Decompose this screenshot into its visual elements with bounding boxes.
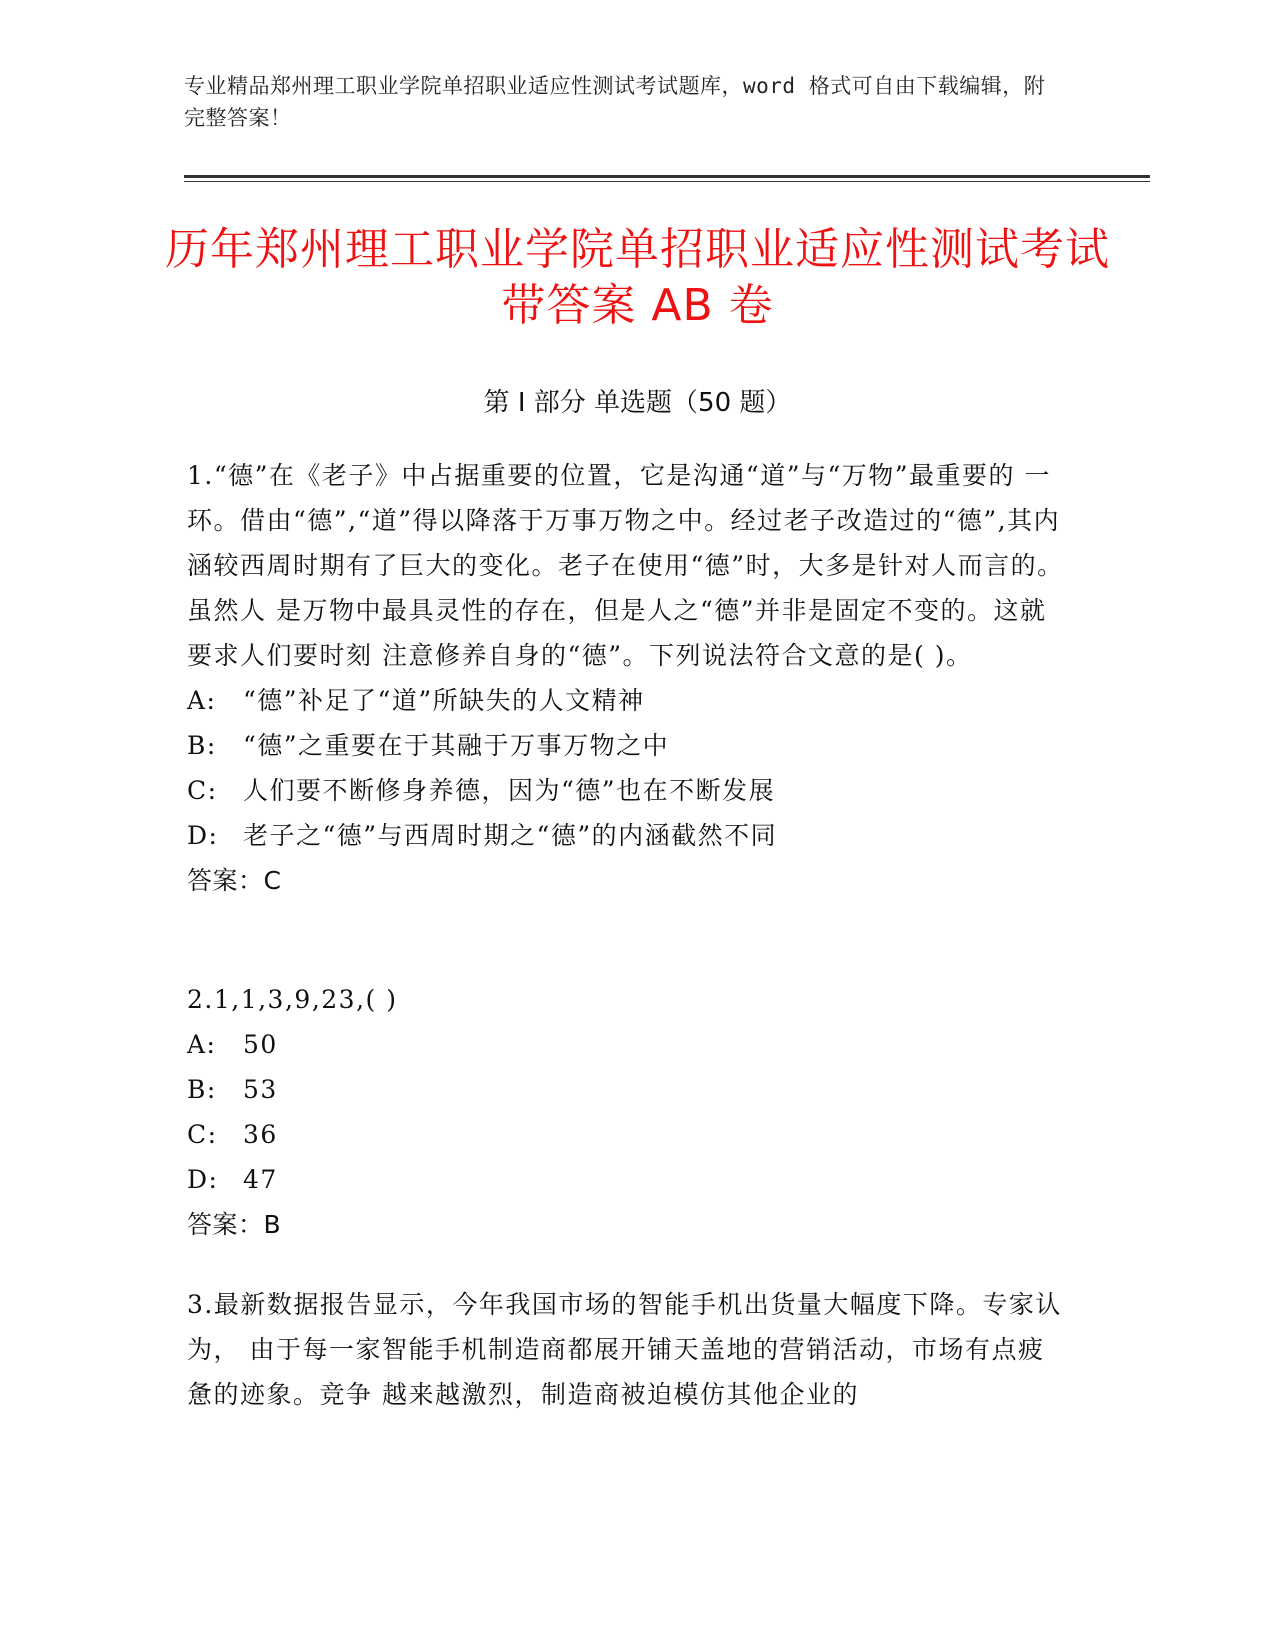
option-text: 老子之“德”与西周时期之“德”的内涵截然不同 bbox=[243, 821, 778, 850]
option-a bbox=[187, 678, 1067, 723]
option-key: C: bbox=[187, 1120, 218, 1149]
option-d bbox=[187, 813, 1067, 858]
option-key: A: bbox=[187, 1030, 217, 1059]
question-1 bbox=[187, 453, 1067, 903]
option-text: 36 bbox=[243, 1120, 278, 1149]
answer: 答案：C bbox=[187, 866, 282, 895]
document-title: 历年郑州理工职业学院单招职业适应性测试考试带答案 AB 卷 bbox=[165, 224, 1110, 331]
option-key: A: bbox=[187, 686, 217, 715]
option-text: “德”补足了“道”所缺失的人文精神 bbox=[243, 686, 645, 715]
question-stem: 2.1,1,3,9,23,( ) bbox=[187, 985, 398, 1014]
question-stem: 3.最新数据报告显示，今年我国市场的智能手机出货量大幅度下降。专家认为， 由于每一家智能手机制造商都展开铺天盖地的营销活动，市场有点疲惫的迹象。竞争 越来越激烈，制造商被迫模仿其他企业的 bbox=[187, 1290, 1062, 1409]
option-key: D: bbox=[187, 1165, 219, 1194]
option-text: 53 bbox=[243, 1075, 278, 1104]
option-text: 50 bbox=[243, 1030, 278, 1059]
option-b bbox=[187, 723, 1067, 768]
option-c bbox=[187, 1112, 1067, 1157]
option-a bbox=[187, 1022, 1067, 1067]
option-d bbox=[187, 1157, 1067, 1202]
answer: 答案：B bbox=[187, 1210, 282, 1239]
option-key: C: bbox=[187, 776, 218, 805]
section-heading: 第 I 部分 单选题（50 题） bbox=[483, 388, 792, 418]
option-key: B: bbox=[187, 731, 217, 760]
header-divider-thin bbox=[184, 181, 1150, 182]
header-note: 专业精品郑州理工职业学院单招职业适应性测试考试题库，word 格式可自由下载编辑，附完整答案！ bbox=[184, 74, 1046, 130]
header-divider-thick bbox=[184, 175, 1150, 178]
question-2 bbox=[187, 977, 1067, 1247]
question-3 bbox=[187, 1282, 1067, 1417]
option-b bbox=[187, 1067, 1067, 1112]
option-text: 47 bbox=[243, 1165, 278, 1194]
option-c bbox=[187, 768, 1067, 813]
option-key: D: bbox=[187, 821, 219, 850]
option-key: B: bbox=[187, 1075, 217, 1104]
question-stem: 1.“德”在《老子》中占据重要的位置，它是沟通“道”与“万物”最重要的 一环。借由“德”,“道”得以降落于万事万物之中。经过老子改造过的“德”,其内 涵较西周时期有了巨大的变化。老子在使用“德”时，大多是针对人而言的。虽然人 是万物中最具灵性的存在，但是人之“德”并非是固定不变的。这就要求人们要时刻 注意修养自身的“德”。下列说法符合文意的是( )。 bbox=[187, 461, 1064, 670]
option-text: 人们要不断修身养德，因为“德”也在不断发展 bbox=[243, 776, 776, 805]
option-text: “德”之重要在于其融于万事万物之中 bbox=[243, 731, 670, 760]
